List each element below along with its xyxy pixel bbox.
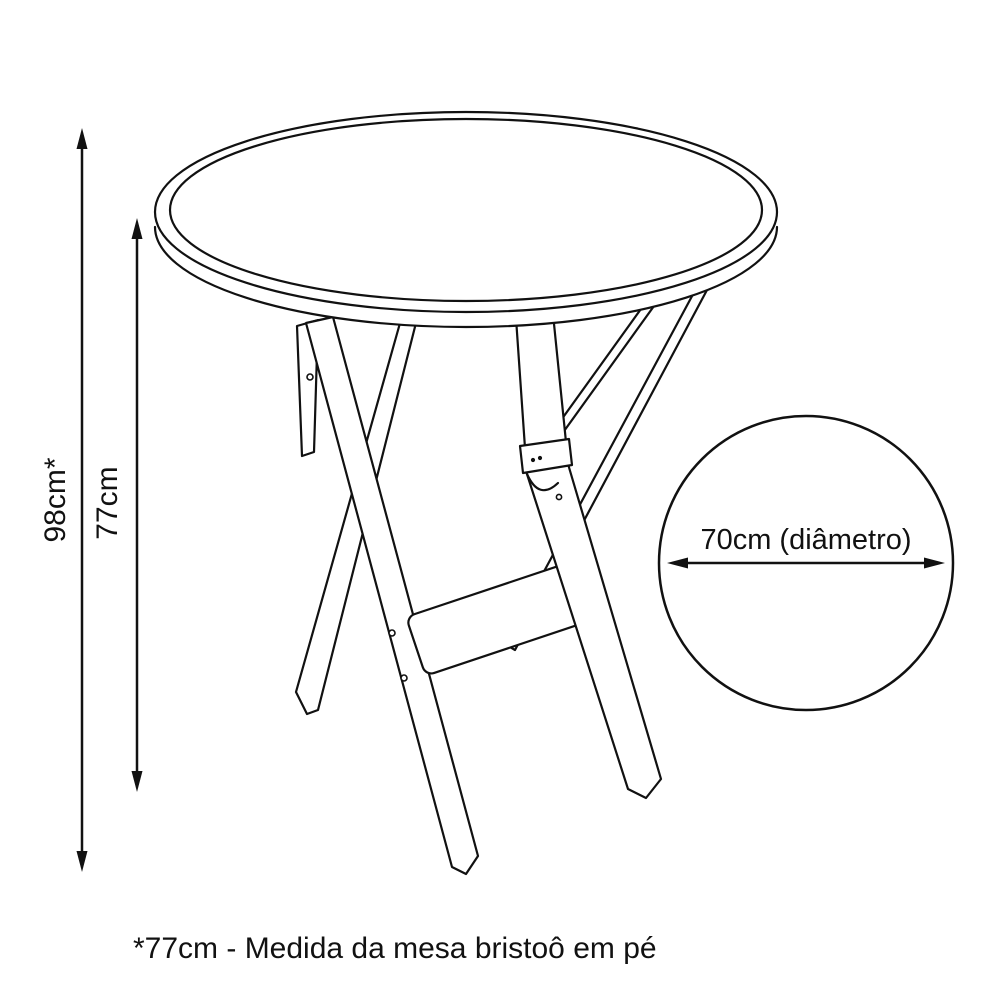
tabletop bbox=[155, 112, 777, 327]
screw-dot-bracket-1 bbox=[531, 458, 535, 462]
screw-dot-left-leg-2 bbox=[401, 675, 407, 681]
height-77-dimension bbox=[132, 218, 143, 792]
arrow-up-icon bbox=[132, 218, 143, 239]
arrow-right-icon bbox=[924, 558, 945, 569]
height-98-dimension bbox=[77, 128, 88, 872]
arrow-down-icon bbox=[77, 851, 88, 872]
diameter-arrow bbox=[667, 558, 945, 569]
table-illustration bbox=[155, 112, 777, 874]
screw-dot-flap bbox=[307, 374, 313, 380]
height-98-label: 98cm* bbox=[39, 457, 72, 543]
arrow-left-icon bbox=[667, 558, 688, 569]
diameter-label: 70cm (diâmetro) bbox=[700, 524, 912, 556]
screw-dot-left-leg-1 bbox=[389, 630, 395, 636]
footnote: *77cm - Medida da mesa bristoô em pé bbox=[133, 932, 657, 965]
arrow-up-icon bbox=[77, 128, 88, 149]
tabletop-outer-edge bbox=[155, 112, 777, 312]
arrow-down-icon bbox=[132, 771, 143, 792]
screw-dot-bracket-2 bbox=[538, 456, 542, 460]
front-right-leg-upper bbox=[516, 314, 566, 448]
height-77-label: 77cm bbox=[91, 466, 124, 540]
screw-dot-right-leg bbox=[556, 494, 561, 499]
